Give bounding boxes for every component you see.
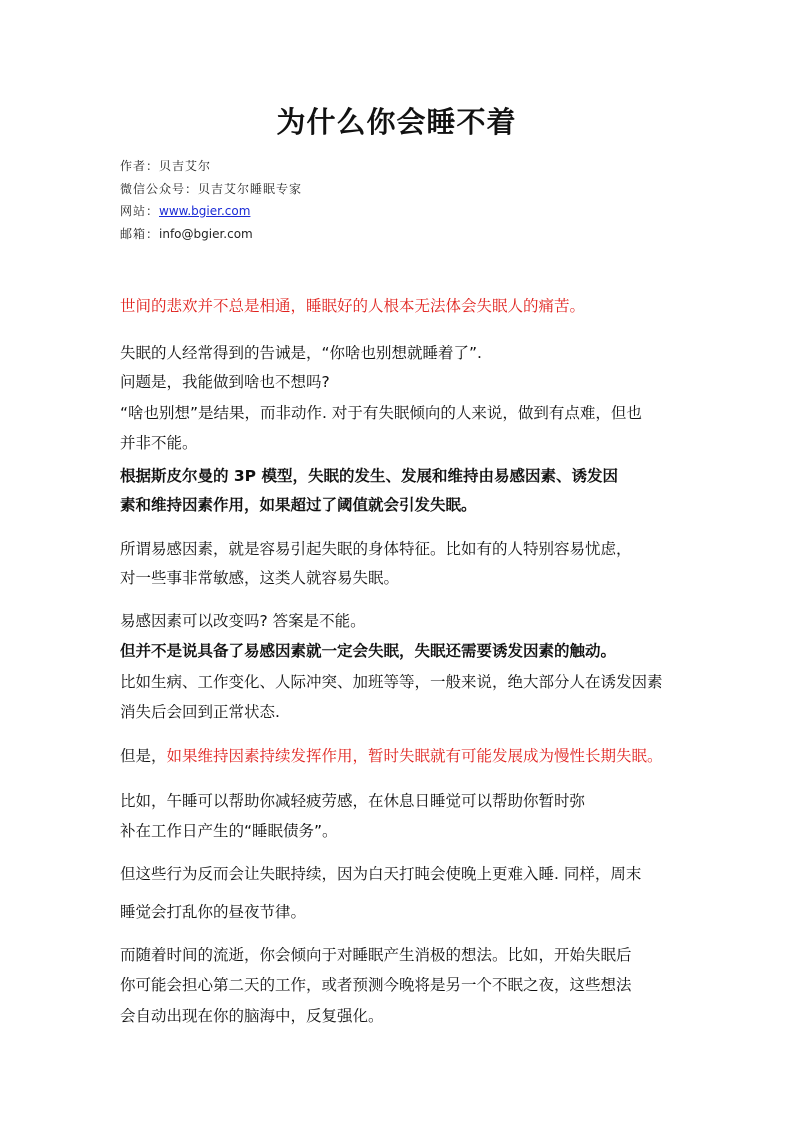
text-line: 补在工作日产生的“睡眠债务”。 [120, 822, 338, 840]
text-line: 比如，午睡可以帮助你减轻疲劳感，在休息日睡觉可以帮助你暂时弥 [120, 792, 586, 810]
text-line: 但并不是说具备了易感因素就一定会失眠，失眠还需要诱发因素的触动。 [120, 642, 617, 660]
text-segment-red: 如果维持因素持续发挥作用，暂时失眠就有可能发展成为慢性长期失眠。 [166, 747, 663, 765]
text-line: 会自动出现在你的脑海中，反复强化。 [120, 1007, 384, 1025]
wechat-line [120, 181, 302, 197]
author-line [120, 158, 211, 174]
text-line: 消失后会回到正常状态. [120, 703, 280, 721]
wechat: 贝吉艾尔睡眠专家 [198, 182, 303, 196]
text-line: “啥也别想”是结果，而非动作. 对于有失眠倾向的人来说，做到有点难，但也 [120, 404, 642, 422]
site-line [120, 203, 250, 219]
text-line: 根据斯皮尔曼的 3P 模型，失眠的发生、发展和维持由易感因素、诱发因 [120, 467, 618, 485]
text-segment: 但是， [120, 747, 167, 765]
text-line: 失眠的人经常得到的告诫是，“你啥也别想就睡着了”. [120, 344, 482, 362]
text-line: 并非不能。 [120, 434, 198, 452]
text-line: 睡觉会打乱你的昼夜节律。 [120, 903, 307, 921]
email-label: 邮箱： [120, 227, 160, 241]
site-link[interactable]: www.bgier.com [159, 204, 251, 218]
text-line: 素和维持因素作用，如果超过了阈值就会引发失眠。 [120, 496, 477, 514]
text-line: 对一些事非常敏感，这类人就容易失眠。 [120, 569, 400, 587]
site-label: 网站： [120, 204, 160, 218]
text-line: 所谓易感因素，就是容易引起失眠的身体特征。比如有的人特别容易忧虑， [120, 540, 632, 558]
text-line: 比如生病、工作变化、人际冲突、加班等等，一般来说，绝大部分人在诱发因素 [120, 673, 663, 691]
text-line: 而随着时间的流逝，你会倾向于对睡眠产生消极的想法。比如，开始失眠后 [120, 946, 632, 964]
text-line: 但这些行为反而会让失眠持续，因为白天打盹会使晚上更难入睡. 同样，周末 [120, 865, 642, 883]
text-line: 世间的悲欢并不总是相通，睡眠好的人根本无法体会失眠人的痛苦。 [120, 297, 586, 315]
text-line: 易感因素可以改变吗? 答案是不能。 [120, 612, 366, 630]
author-label: 作者： [120, 159, 160, 173]
wechat-label: 微信公众号： [120, 182, 199, 196]
text-line [120, 746, 663, 766]
text-line: 你可能会担心第二天的工作，或者预测今晚将是另一个不眠之夜，这些想法 [120, 976, 632, 994]
text-line: 问题是，我能做到啥也不想吗? [120, 373, 330, 391]
author: 贝吉艾尔 [159, 159, 212, 173]
page-title: 为什么你会睡不着 [276, 105, 517, 139]
email-line [120, 226, 253, 242]
email: info@bgier.com [159, 227, 253, 241]
